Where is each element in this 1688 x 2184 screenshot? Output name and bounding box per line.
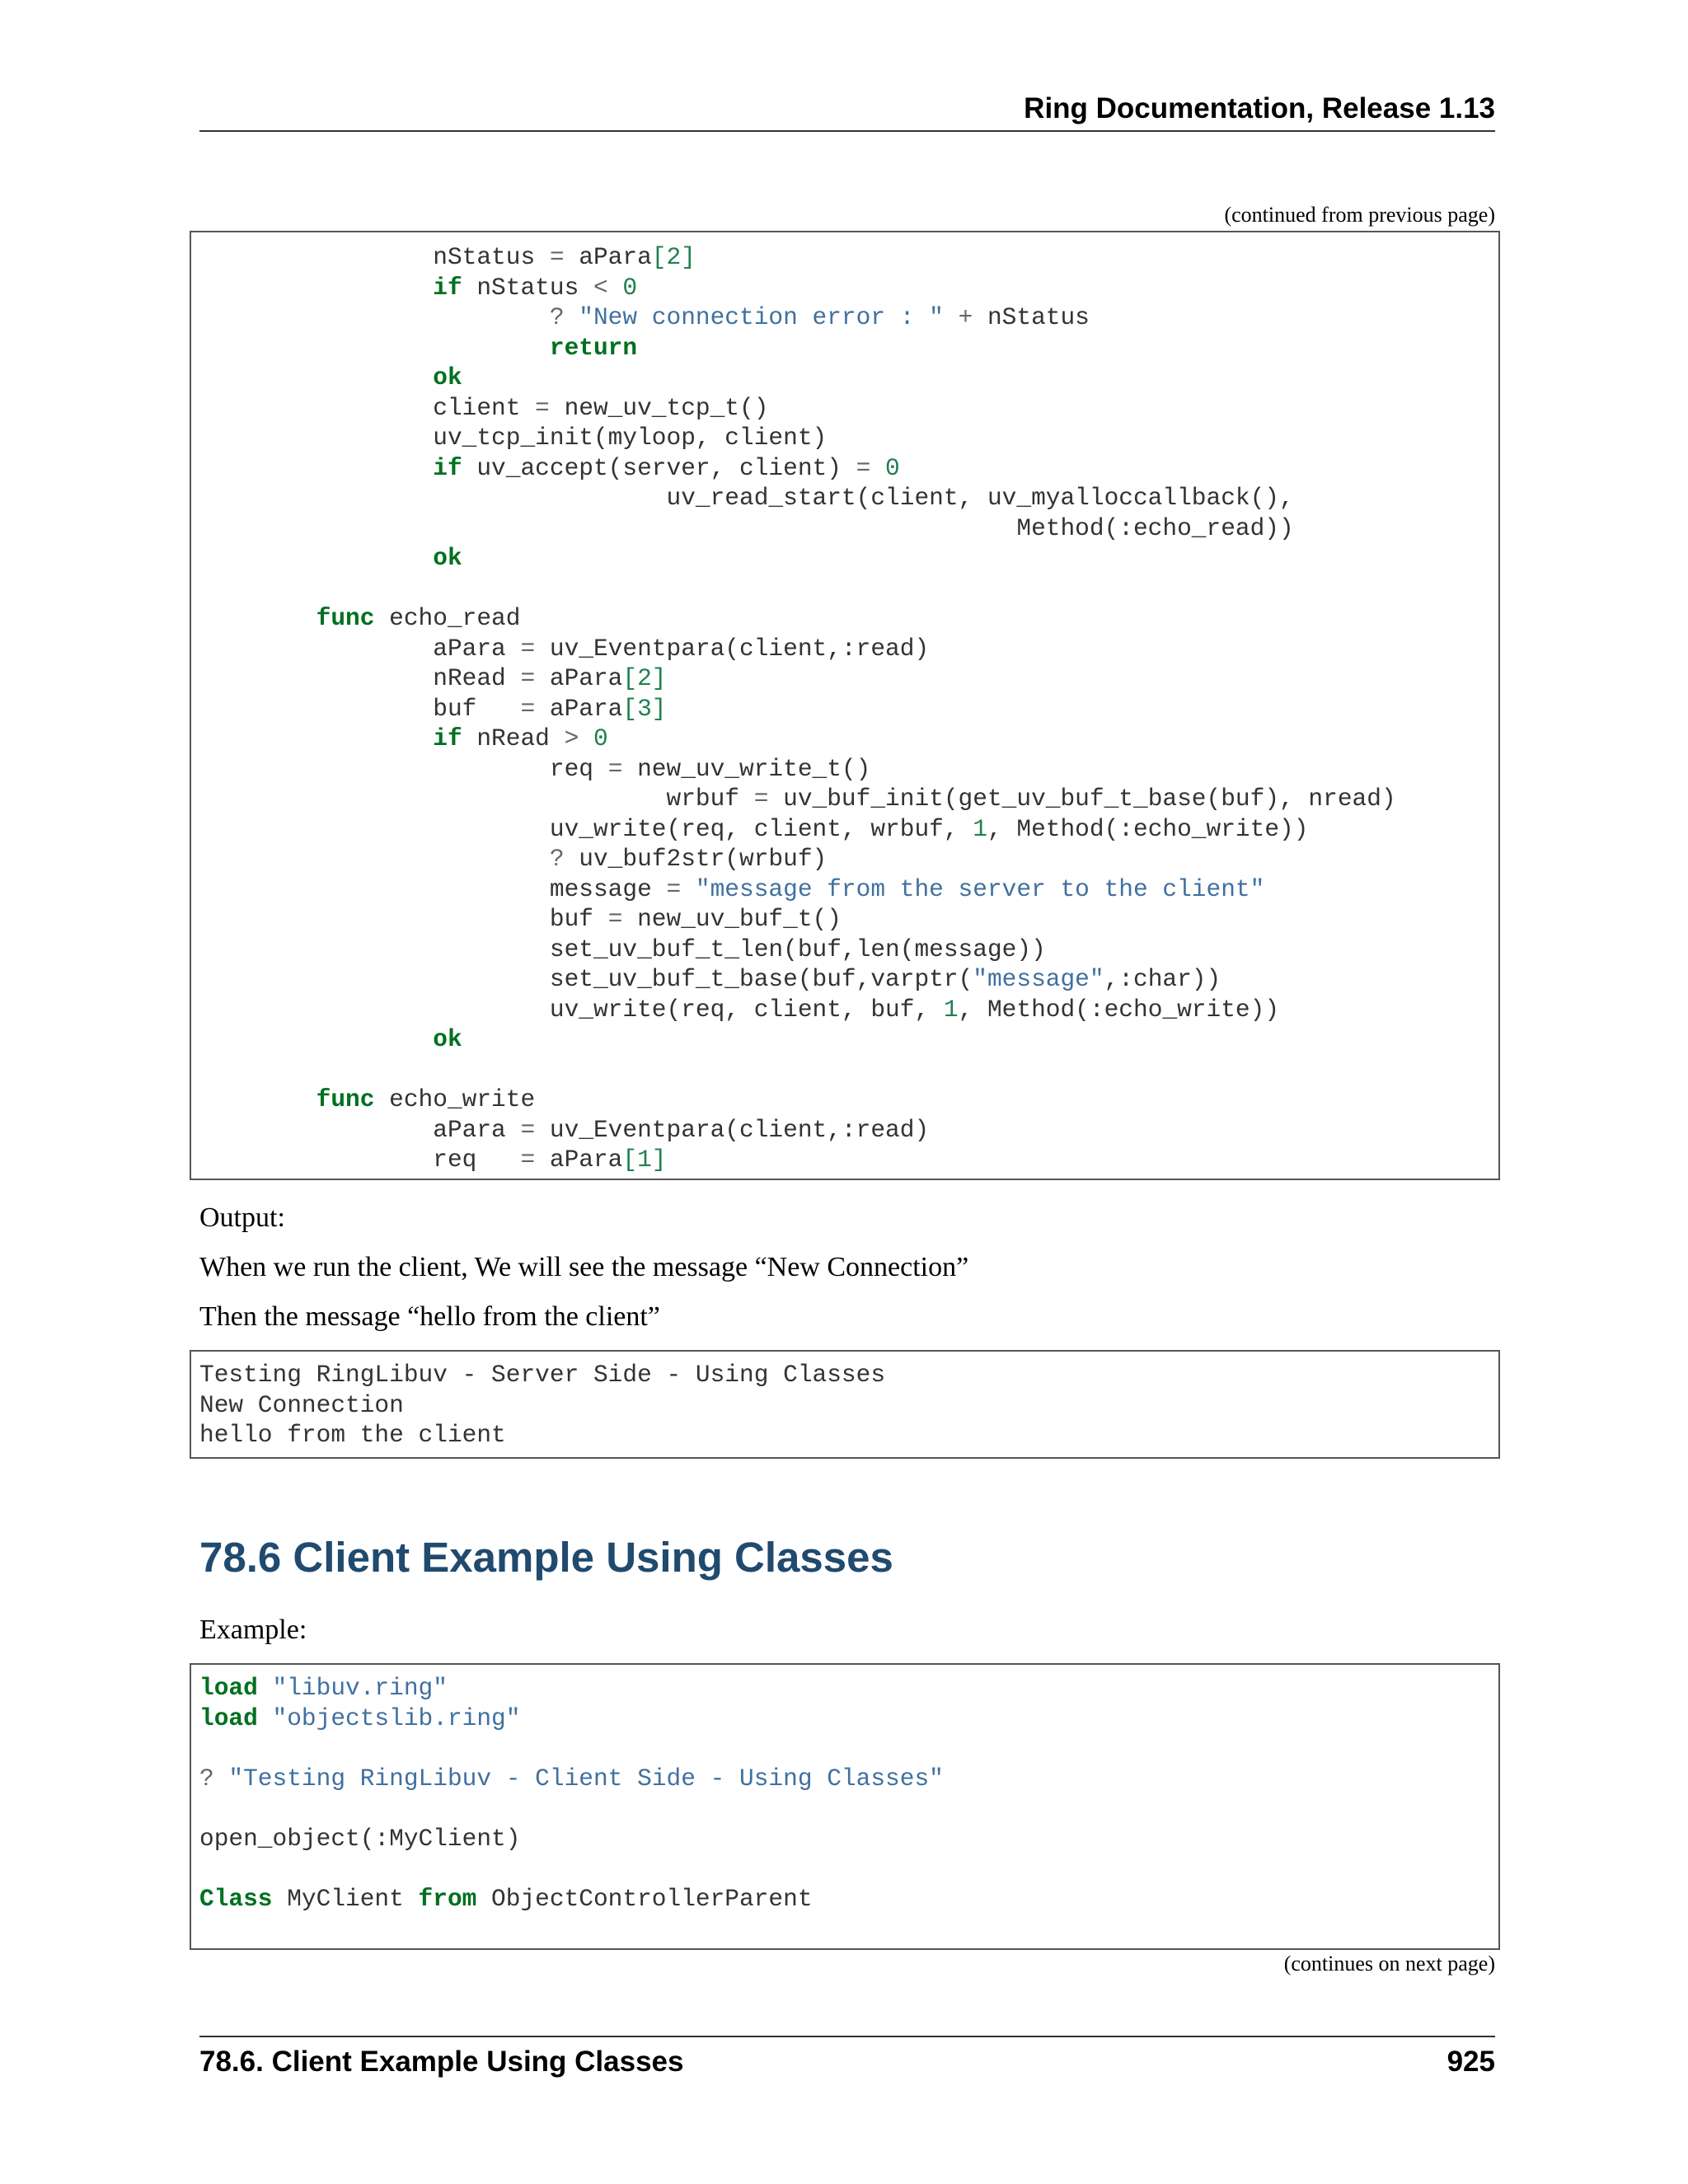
output-line: Testing RingLibuv - Server Side - Using Classes [199,1361,886,1389]
output-label: Output: [199,1202,285,1233]
code-block-server [190,231,1500,1180]
server-code-line: set_uv_buf_t_len(buf,len(message)) [199,935,1046,963]
server-code-line: buf = aPara[3] [199,694,667,723]
server-code-line: ok [433,544,462,572]
code-block-client [190,1663,1500,1950]
server-code-line: ok [433,363,462,391]
continued-from-label: (continued from previous page) [1224,203,1495,227]
server-code-line: req = aPara[1] [199,1146,667,1174]
footer-rule [199,2036,1495,2037]
output-line: hello from the client [199,1421,506,1449]
server-code-line: buf = new_uv_buf_t() [199,905,842,933]
client-code-line: load "libuv.ring" [199,1674,448,1702]
output-line: New Connection [199,1390,404,1419]
output-block [190,1350,1500,1459]
server-code-line: ok [433,1025,462,1053]
page-header [199,92,1495,132]
header-title: Ring Documentation, Release 1.13 [1024,92,1495,124]
server-code-line: nStatus = aPara[2] [199,243,696,271]
server-code-line: uv_write(req, client, wrbuf, 1, Method(:echo_write)) [199,814,1309,843]
server-code-line: return [549,333,638,362]
example-label: Example: [199,1615,307,1645]
server-code-line: func echo_write [316,1085,536,1113]
server-code-line: ? uv_buf2str(wrbuf) [549,845,828,873]
server-code-line: wrbuf = uv_buf_init(get_uv_buf_t_base(buf), nread) [199,785,1396,813]
server-code-line: Method(:echo_read)) [199,513,1294,542]
client-code-line: Class MyClient from ObjectControllerParent [199,1884,813,1913]
server-code-line: if uv_accept(server, client) = 0 [433,453,900,482]
server-code-line: ? "New connection error : " + nStatus [549,303,1090,331]
server-code-line: func echo_read [316,604,521,632]
server-code-line: uv_read_start(client, uv_myalloccallback(), [199,484,1294,512]
continues-on-label: (continues on next page) [1283,1952,1495,1975]
client-code-line: ? "Testing RingLibuv - Client Side - Using Classes" [199,1764,944,1793]
server-code-line: message = "message from the server to the client" [199,874,1265,903]
footer-page-number: 925 [1447,2046,1495,2078]
client-code-line: load "objectslib.ring" [199,1704,521,1732]
server-code-line: client = new_uv_tcp_t() [199,393,769,422]
run-client-paragraph: When we run the client, We will see the message “New Connection” [199,1252,969,1282]
server-code-line: aPara = uv_Eventpara(client,:read) [199,1115,930,1144]
server-code-line: nRead = aPara[2] [199,664,667,692]
server-code-line: if nStatus < 0 [433,273,638,302]
server-code-line: uv_write(req, client, buf, 1, Method(:echo_write)) [199,995,1280,1024]
server-code-line: if nRead > 0 [433,724,608,752]
footer-section-title: 78.6. Client Example Using Classes [199,2046,684,2078]
server-code-line: aPara = uv_Eventpara(client,:read) [199,634,930,663]
then-message-paragraph: Then the message “hello from the client” [199,1301,660,1332]
server-code-line: uv_tcp_init(myloop, client) [199,424,828,452]
server-code-line: set_uv_buf_t_base(buf,varptr("message",:char)) [199,965,1221,993]
server-code-line: req = new_uv_write_t() [199,754,871,783]
section-heading: 78.6 Client Example Using Classes [199,1534,893,1581]
client-code-line: open_object(:MyClient) [199,1824,521,1853]
